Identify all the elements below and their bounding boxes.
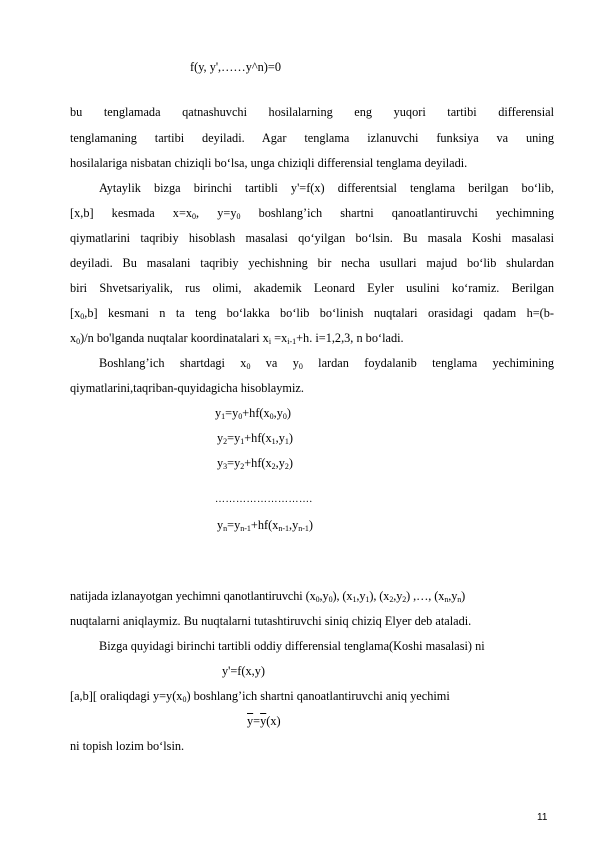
paragraph-6-line-1: [a,b][ oraliqdagi $y=y(x_0)$ boshlang’ich shartni qanoatlantiruvchi aniq yechimi	[70, 689, 450, 704]
page-number: 11	[537, 812, 548, 823]
paragraph-3-line-2: qiymatlarini,taqriban-quyidagicha hisoblaymiz.	[70, 381, 304, 395]
general-equation: f(y, y',……y^n)=0	[190, 60, 281, 74]
paragraph-1-line-3: hosilalariga nisbatan chiziqli bo‘lsa, unga chiziqli differensial tenglama deyiladi.	[70, 156, 468, 170]
formula-exact-solution: $\overline{y}=\overline{y}(x)$	[247, 714, 281, 728]
paragraph-2-line-1: Aytaylik bizga birinchi tartibli y'=f(x) differentsial tenglama berilgan bo‘lib,	[99, 181, 554, 195]
paragraph-2-line-4: deyiladi. Bu masalani taqribiy yechishning bir necha usullari majud bo‘lib shulardan	[70, 256, 554, 270]
paragraph-7-line-1: ni topish lozim bo‘lsin.	[70, 739, 185, 753]
paragraph-3-line-1: Boshlang’ich shartdagi $x_0$ va $y_0$ lardan foydalanib tenglama yechimining	[99, 356, 554, 371]
paragraph-2-line-7: $x_0)/n$ bo'lganda nuqtalar koordinatalari $x_i =x_{i-1}+h$. i=1,2,3, n bo‘ladi.	[70, 331, 404, 346]
formula-y1: $y_1=y_0+hf(x_0,y_0)$	[215, 406, 292, 421]
formula-dots: ……………………….	[215, 494, 313, 505]
paragraph-2-line-2: [x,b] kesmada $x=x_0$, $y=y_0$ boshlang’ich shartni qanoatlantiruvchi yechimning	[70, 206, 554, 221]
paragraph-5-line-1: Bizga quyidagi birinchi tartibli oddiy differensial tenglama(Koshi masalasi) ni	[99, 639, 485, 653]
formula-ode: y'=f(x,y)	[222, 664, 265, 678]
formula-yn: $y_n=y_{n-1}+hf(x_{n-1},y_{n-1})$	[217, 518, 314, 533]
paragraph-4-line-1: natijada izlanayotgan yechimni qanotlantiruvchi $(x_0,y_0)$, $(x_1,y_1)$, $(x_2,y_2)$ ,…, $(x_n,y_n)$	[70, 589, 466, 604]
formula-y2: $y_2=y_1+hf(x_1,y_1)$	[217, 431, 294, 446]
paragraph-2-line-6: $[x_0,b]$ kesmani n ta teng bo‘lakka bo‘lib bo‘linish nuqtalari orasidagi qadam h=(b-	[70, 306, 554, 321]
paragraph-2-line-5: biri Shvetsariyalik, rus olimi, akademik Leonard Eyler usulini ko‘ramiz. Berilgan	[70, 281, 554, 295]
paragraph-1-line-2: tenglamaning tartibi deyiladi. Agar tenglama izlanuvchi funksiya va uning	[70, 131, 554, 145]
paragraph-2-line-3: qiymatlarini taqribiy hisoblash masalasi qo‘yilgan bo‘lsin. Bu masala Koshi masalasi	[70, 231, 554, 245]
formula-y3: $y_3=y_2+hf(x_2,y_2)$	[217, 456, 294, 471]
paragraph-4-line-2: nuqtalarni aniqlaymiz. Bu nuqtalarni tutashtiruvchi siniq chiziq Elyer deb ataladi.	[70, 614, 472, 628]
paragraph-1-line-1: bu tenglamada qatnashuvchi hosilalarning eng yuqori tartibi differensial	[70, 105, 554, 119]
